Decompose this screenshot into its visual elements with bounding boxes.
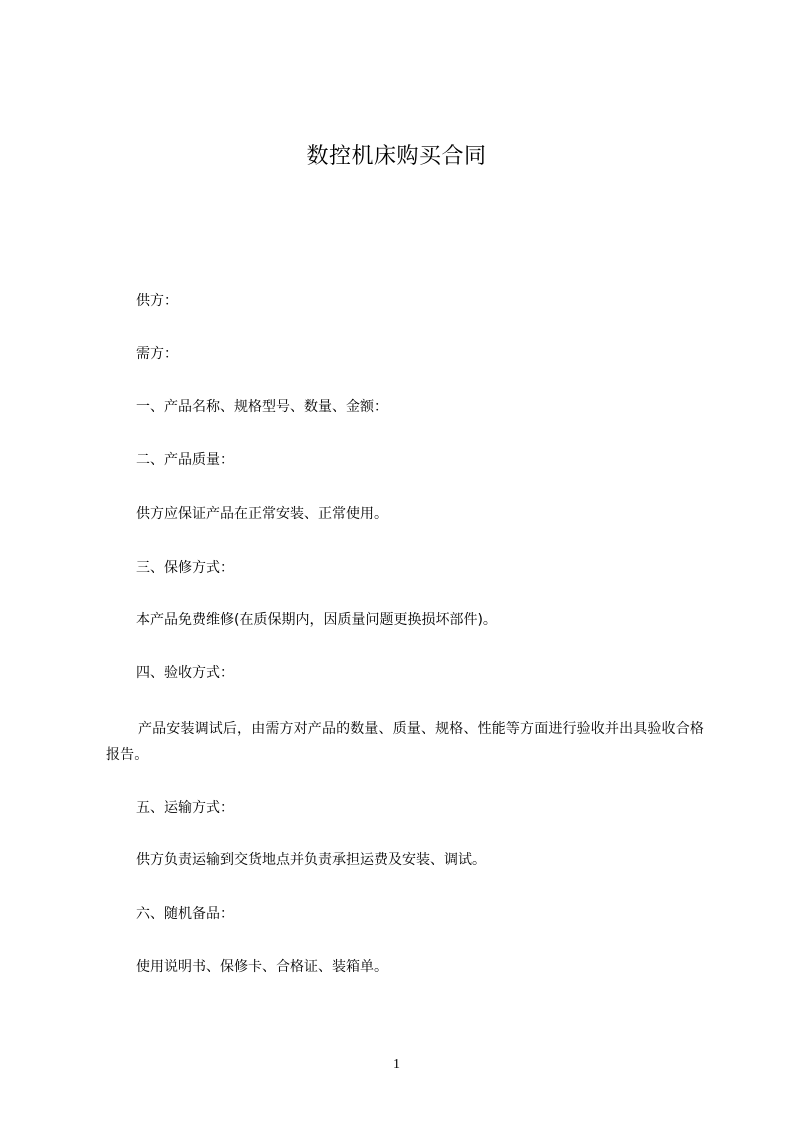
document-title: 数控机床购买合同 [306,144,487,169]
supplier-label: 供方： [136,293,178,309]
section-heading-quality: 二、产品质量： [136,452,234,468]
acceptance-text: 产品安装调试后，由需方对产品的数量、质量、规格、性能等方面进行验收并出具验收合格报告。 [106,721,704,763]
transport-text: 供方负责运输到交货地点并负责承担运费及安装、调试。 [136,852,486,868]
warranty-text: 本产品免费维修(在质保期内，因质量问题更换损坏部件)。 [136,612,497,628]
section-heading-warranty: 三、保修方式： [136,560,234,576]
page-number: 1 [393,1057,400,1072]
section-heading-accessories: 六、随机备品： [136,906,234,922]
section-heading-product: 一、产品名称、规格型号、数量、金额： [136,399,388,415]
buyer-label: 需方： [136,346,178,362]
section-heading-transport: 五、运输方式： [136,800,234,816]
accessories-text: 使用说明书、保修卡、合格证、装箱单。 [136,959,388,975]
section-heading-acceptance: 四、验收方式： [136,665,234,681]
quality-text: 供方应保证产品在正常安装、正常使用。 [136,506,388,522]
